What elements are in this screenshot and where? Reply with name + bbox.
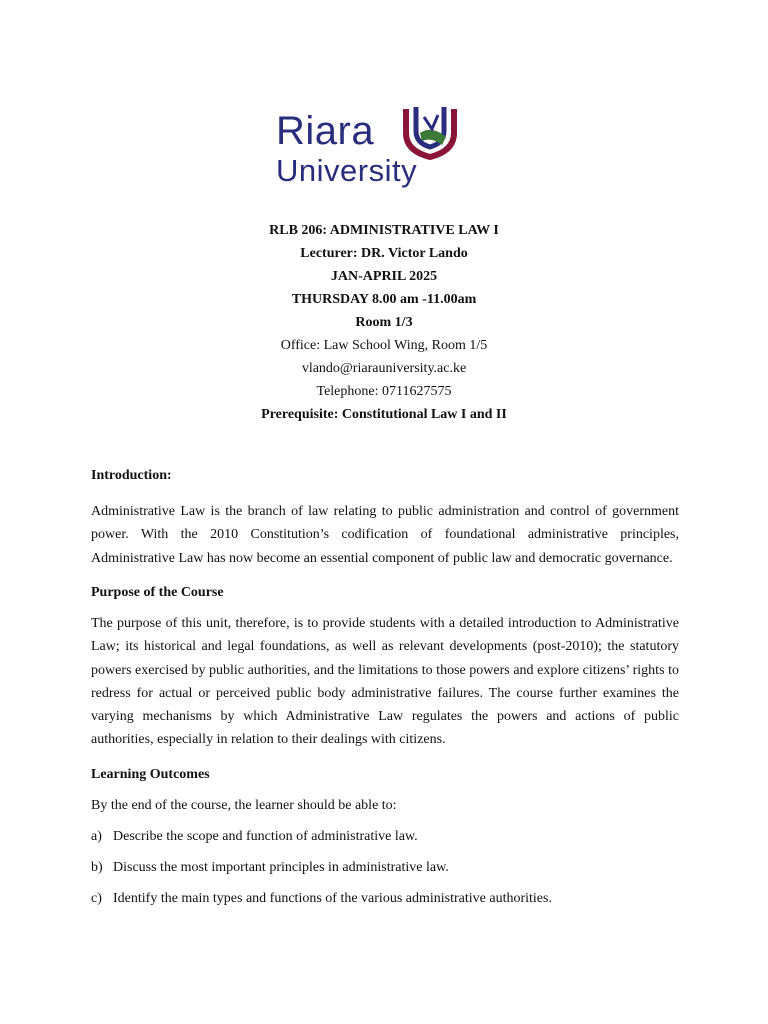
term: JAN-APRIL 2025 <box>330 269 438 284</box>
course-header <box>0 219 768 426</box>
office: Office: Law School Wing, Room 1/5 <box>280 338 488 353</box>
outcomes-heading: Learning Outcomes <box>91 767 210 782</box>
list-marker: b) <box>91 860 103 875</box>
outcomes-intro: By the end of the course, the learner should be able to: <box>91 798 397 813</box>
list-item <box>91 858 679 878</box>
email: vlando@riarauniversity.ac.ke <box>301 361 467 376</box>
purpose-text: The purpose of this unit, therefore, is to provide students with a detailed introduction to Administrative Law; its historical and legal foundations, as well as relevant developments (post-2010); the statutory powers exercised by public authorities, and the limitations to those powers and explore citizens’ rights to redress for actual or perceived public body administrative failures. The course further examines the varying mechanisms by which Administrative Law regulates the powers and actions of public authorities, especially in relation to their dealings with citizens. <box>91 616 679 748</box>
list-marker: c) <box>91 891 102 906</box>
list-item <box>91 827 679 847</box>
schedule: THURSDAY 8.00 am -11.00am <box>291 292 477 307</box>
logo-word-university: University <box>276 153 418 188</box>
list-marker: a) <box>91 829 102 844</box>
list-item-text: Identify the main types and functions of the various administrative authorities. <box>113 891 552 906</box>
lecturer: Lecturer: DR. Victor Lando <box>300 246 468 261</box>
telephone: Telephone: 0711627575 <box>316 384 452 399</box>
prerequisite: Prerequisite: Constitutional Law I and II <box>261 407 507 422</box>
purpose-heading: Purpose of the Course <box>91 585 224 600</box>
introduction-heading: Introduction: <box>91 468 172 483</box>
introduction-text: Administrative Law is the branch of law relating to public administration and control of government power. With the 2010 Constitution’s codification of foundational administrative principles, Administrative Law has now become an essential component of public law and democratic governance. <box>91 504 679 566</box>
room: Room 1/3 <box>355 315 413 330</box>
list-item <box>91 889 679 909</box>
list-item-text: Describe the scope and function of administrative law. <box>113 829 418 844</box>
university-logo <box>276 103 466 198</box>
logo-word-riara: Riara <box>276 109 375 153</box>
crest-icon <box>402 103 462 161</box>
course-title: RLB 206: ADMINISTRATIVE LAW I <box>269 223 499 238</box>
list-item-text: Discuss the most important principles in administrative law. <box>113 860 449 875</box>
